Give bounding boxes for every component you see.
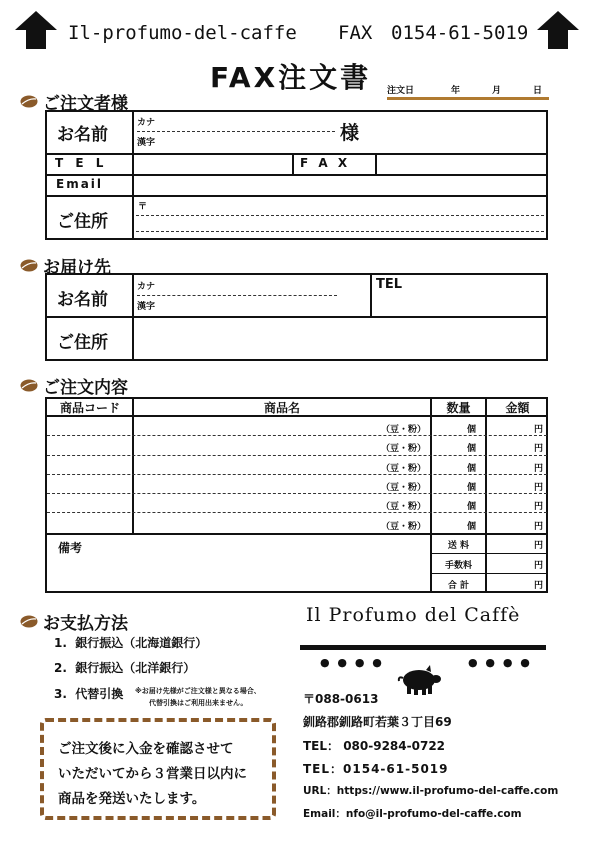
shop-email[interactable]: Email：nfo@il-profumo-del-caffe.com: [303, 808, 522, 820]
remarks-input[interactable]: [50, 552, 426, 590]
delivery-tel-label: TEL: [376, 277, 403, 292]
customer-email-input[interactable]: [136, 177, 544, 193]
order-row[interactable]: [47, 494, 547, 513]
qty-unit: 個: [467, 521, 477, 532]
order-row[interactable]: [47, 436, 547, 455]
bean-powder-option: （豆・粉）: [381, 425, 427, 435]
up-arrow-icon: [536, 10, 580, 50]
shop-name: Il-profumo-del-caffe: [68, 22, 297, 44]
year-label: 年: [451, 86, 461, 96]
payment-method-2: 2. 銀行振込（北洋銀行）: [54, 661, 196, 675]
day-label: 日: [533, 86, 543, 96]
dots-right: ● ● ● ●: [468, 656, 532, 669]
order-date[interactable]: [387, 81, 549, 100]
order-row[interactable]: [47, 456, 547, 475]
shop-logo-text: Il Profumo del Caffè: [306, 604, 521, 626]
postal-mark: 〒: [138, 202, 148, 212]
fee-yen: 円: [534, 561, 544, 571]
amount-yen: 円: [534, 444, 544, 455]
form-title: FAX注文書: [210, 61, 372, 94]
payment-section-title: お支払方法: [20, 609, 128, 634]
order-row[interactable]: [47, 475, 547, 494]
order-row[interactable]: [47, 514, 547, 533]
bean-powder-option: （豆・粉）: [381, 521, 427, 532]
name-label: お名前: [57, 125, 108, 145]
total-label: 合 計: [447, 581, 470, 591]
qty-unit: 個: [467, 463, 477, 474]
customer-address-input[interactable]: [136, 198, 544, 237]
delivery-kana-label: カナ: [137, 282, 156, 292]
shop-fax: TEL：0154-61-5019: [303, 762, 449, 776]
customer-name-input[interactable]: [140, 113, 335, 151]
shop-postal: 〒088-0613: [303, 692, 379, 706]
divider: [300, 645, 546, 650]
fax-label: FAX: [338, 22, 373, 44]
customer-tel-input[interactable]: [136, 156, 288, 172]
col-qty: 数量: [446, 401, 471, 415]
tel-label: T E L: [55, 156, 108, 170]
kanji-label: 漢字: [137, 138, 156, 148]
customer-fax-input[interactable]: [379, 156, 544, 172]
address-label: ご住所: [57, 212, 108, 232]
qty-unit: 個: [467, 425, 477, 435]
delivery-address-input[interactable]: [136, 319, 544, 358]
coffee-bean-icon: [20, 95, 38, 108]
delivery-address-label: ご住所: [57, 333, 108, 353]
amount-yen: 円: [534, 463, 544, 474]
shop-url[interactable]: URL：https://www.il-profumo-del-caffe.com: [303, 785, 559, 797]
amount-yen: 円: [534, 521, 544, 532]
delivery-kanji-label: 漢字: [137, 302, 156, 312]
shipping-notice: ご注文後に入金を確認させて いただいてから３営業日以内に 商品を発送いたします。: [58, 741, 247, 807]
total-yen: 円: [534, 581, 544, 591]
bean-powder-option: （豆・粉）: [381, 482, 427, 493]
bean-powder-option: （豆・粉）: [381, 502, 427, 513]
delivery-tel-input[interactable]: [374, 292, 544, 314]
fax-number: 0154-61-5019: [391, 22, 529, 44]
order-section-title: ご注文内容: [20, 373, 128, 398]
coffee-bean-icon: [20, 259, 38, 272]
col-amount: 金額: [505, 401, 530, 415]
pig-icon: [396, 664, 442, 696]
delivery-name-label: お名前: [57, 290, 108, 310]
shop-tel: TEL： 080-9284-0722: [303, 739, 446, 753]
coffee-bean-icon: [20, 615, 38, 628]
cod-note-1: ※お届け先様がご注文様と異なる場合、: [135, 687, 261, 695]
qty-unit: 個: [467, 444, 477, 455]
qty-unit: 個: [467, 482, 477, 493]
kana-label: カナ: [137, 118, 156, 128]
bean-powder-option: （豆・粉）: [381, 444, 427, 455]
shipping-yen: 円: [534, 541, 544, 551]
amount-yen: 円: [534, 482, 544, 493]
honorific: 様: [340, 122, 360, 144]
order-row[interactable]: [47, 417, 547, 436]
col-code: 商品コード: [59, 401, 120, 415]
delivery-section-title: お届け先: [20, 253, 111, 278]
coffee-bean-icon: [20, 379, 38, 392]
bean-powder-option: （豆・粉）: [381, 463, 427, 474]
amount-yen: 円: [534, 425, 544, 435]
dots-left: ● ● ● ●: [320, 656, 384, 669]
shop-address: 釧路郡釧路町若葉３丁目69: [303, 715, 452, 729]
email-label: Email: [56, 177, 104, 191]
shipping-label: 送 料: [447, 541, 470, 551]
amount-yen: 円: [534, 502, 544, 513]
remarks-label: 備考: [58, 541, 83, 555]
up-arrow-icon: [14, 10, 58, 50]
customer-section-title: ご注文者様: [20, 89, 128, 114]
payment-method-1: 1. 銀行振込（北海道銀行）: [54, 636, 208, 650]
order-date-label: 注文日: [387, 86, 415, 96]
fee-label: 手数料: [444, 561, 472, 571]
col-product: 商品名: [263, 401, 300, 415]
qty-unit: 個: [467, 502, 477, 513]
delivery-name-input[interactable]: [140, 277, 366, 313]
payment-method-3: 3. 代替引換: [54, 687, 124, 701]
month-label: 月: [492, 86, 502, 96]
fax-field-label: F A X: [300, 156, 351, 170]
cod-note-2: 代替引換はご利用出来ません。: [149, 699, 248, 707]
